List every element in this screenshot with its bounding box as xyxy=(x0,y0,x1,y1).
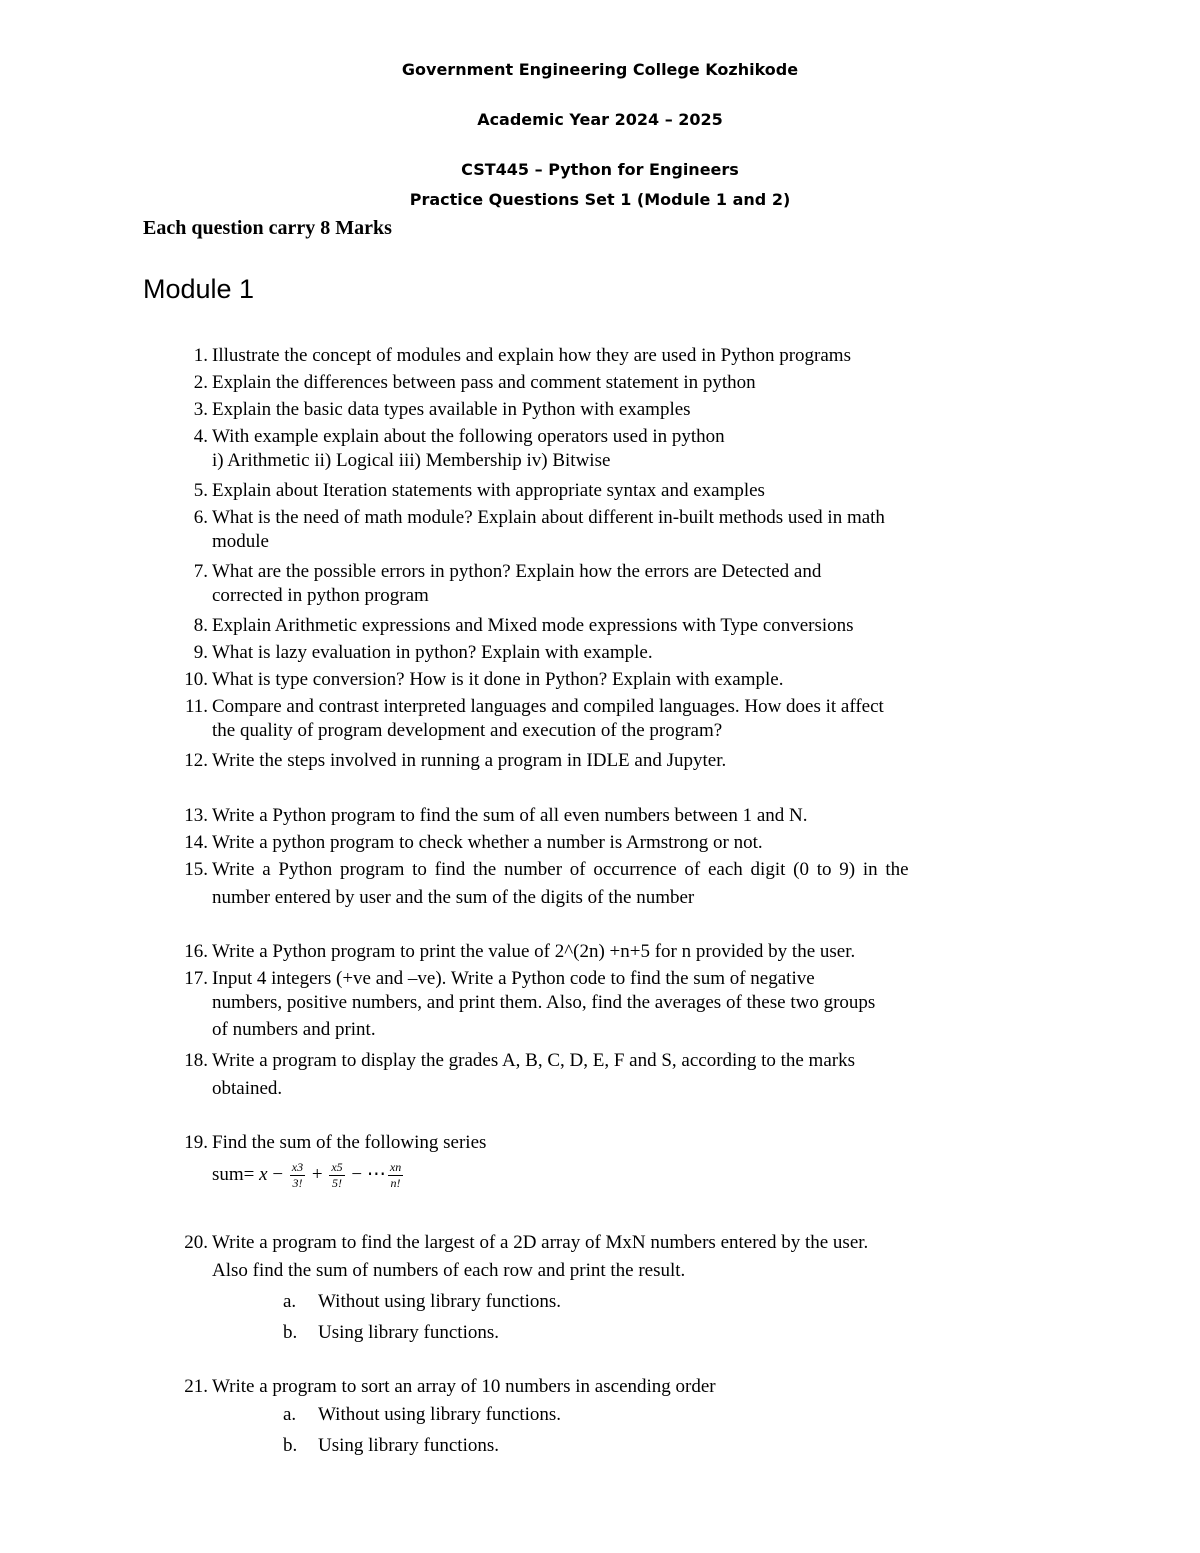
question-text: Explain the basic data types available in Python with examples xyxy=(212,399,691,420)
question-text: With example explain about the following operators used in python xyxy=(212,426,725,447)
academic-year: Academic Year 2024 – 2025 xyxy=(477,110,723,129)
question-number: 7. xyxy=(193,561,208,582)
question-text: Write a program to display the grades A, B, C, D, E, F and S, according to the marks xyxy=(212,1050,855,1071)
question-text: Write a program to sort an array of 10 numbers in ascending order xyxy=(212,1376,716,1397)
frac-numerator: x3 xyxy=(291,1160,304,1174)
sub-text: Without using library functions. xyxy=(318,1404,562,1425)
question-number: 19. xyxy=(184,1132,208,1153)
question-text: Explain Arithmetic expressions and Mixed mode expressions with Type conversions xyxy=(212,615,854,636)
question-number: 21. xyxy=(184,1376,208,1397)
question-text: Illustrate the concept of modules and explain how they are used in Python programs xyxy=(212,345,851,366)
question-continuation: Also find the sum of numbers of each row and print the result. xyxy=(212,1260,686,1281)
course-title: CST445 – Python for Engineers xyxy=(461,160,739,179)
question-continuation: numbers, positive numbers, and print them. Also, find the averages of these two groups xyxy=(212,992,876,1013)
question-text: Find the sum of the following series xyxy=(212,1132,487,1153)
question-number: 5. xyxy=(193,480,208,501)
formula-prefix: sum= xyxy=(212,1163,260,1185)
question-text: What is the need of math module? Explain about different in-built methods used in math xyxy=(212,507,885,528)
sub-label: b. xyxy=(283,1322,298,1343)
question-number: 18. xyxy=(184,1050,208,1071)
question-number: 10. xyxy=(184,669,208,690)
sub-label: a. xyxy=(283,1404,297,1425)
question-continuation: module xyxy=(212,531,269,552)
question-text: Write a program to find the largest of a 2D array of MxN numbers entered by the user. xyxy=(212,1232,869,1253)
formula-ellipsis: − ⋯ xyxy=(346,1163,386,1185)
question-number: 4. xyxy=(193,426,208,447)
question-number: 20. xyxy=(184,1232,208,1253)
question-text: Compare and contrast interpreted languages and compiled languages. How does it affect xyxy=(212,696,884,717)
question-continuation: of numbers and print. xyxy=(212,1019,376,1040)
module-title: Module 1 xyxy=(143,274,255,304)
question-text: What is type conversion? How is it done in Python? Explain with example. xyxy=(212,669,784,690)
question-number: 3. xyxy=(193,399,208,420)
question-number: 13. xyxy=(184,805,208,826)
question-number: 17. xyxy=(184,968,208,989)
question-continuation: corrected in python program xyxy=(212,585,429,606)
series-formula xyxy=(212,1160,405,1191)
question-continuation: the quality of program development and execution of the program? xyxy=(212,720,723,741)
frac-denominator: 5! xyxy=(332,1176,342,1190)
question-text: Write a Python program to find the number of occurrence of each digit (0 to 9) in the xyxy=(212,859,909,880)
frac-denominator: n! xyxy=(390,1176,401,1190)
sub-label: a. xyxy=(283,1291,297,1312)
formula-minus: − xyxy=(267,1163,288,1185)
frac-numerator: x5 xyxy=(331,1160,343,1174)
question-continuation: i) Arithmetic ii) Logical iii) Membership iv) Bitwise xyxy=(212,450,611,471)
question-number: 14. xyxy=(184,832,208,853)
sub-text: Using library functions. xyxy=(318,1322,500,1343)
question-text: What are the possible errors in python? Explain how the errors are Detected and xyxy=(212,561,822,582)
question-text: Write the steps involved in running a program in IDLE and Jupyter. xyxy=(212,750,727,771)
question-number: 9. xyxy=(193,642,208,663)
sub-text: Without using library functions. xyxy=(318,1291,562,1312)
question-continuation: obtained. xyxy=(212,1078,283,1099)
question-number: 16. xyxy=(184,941,208,962)
sub-label: b. xyxy=(283,1435,298,1456)
question-number: 2. xyxy=(193,372,208,393)
question-number: 12. xyxy=(184,750,208,771)
formula-term-x3 xyxy=(290,1160,305,1191)
formula-term-x5 xyxy=(329,1160,344,1191)
question-text: Explain about Iteration statements with appropriate syntax and examples xyxy=(212,480,765,501)
sub-text: Using library functions. xyxy=(318,1435,500,1456)
marks-note: Each question carry 8 Marks xyxy=(143,217,392,239)
question-text: Input 4 integers (+ve and –ve). Write a Python code to find the sum of negative xyxy=(212,968,815,989)
question-number: 15. xyxy=(184,859,208,880)
question-text: What is lazy evaluation in python? Explain with example. xyxy=(212,642,653,663)
college-name: Government Engineering College Kozhikode xyxy=(401,60,799,79)
question-number: 6. xyxy=(193,507,208,528)
formula-term-xn xyxy=(388,1160,403,1191)
formula-plus: + xyxy=(307,1163,328,1185)
question-text: Write a Python program to print the value of 2^(2n) +n+5 for n provided by the user. xyxy=(212,941,856,962)
set-title: Practice Questions Set 1 (Module 1 and 2) xyxy=(409,190,791,209)
frac-denominator: 3! xyxy=(292,1176,303,1190)
question-number: 8. xyxy=(193,615,208,636)
question-text: Explain the differences between pass and comment statement in python xyxy=(212,372,756,393)
question-text: Write a python program to check whether a number is Armstrong or not. xyxy=(212,832,763,853)
frac-numerator: xn xyxy=(389,1160,402,1174)
question-number: 1. xyxy=(193,345,208,366)
formula-x: x xyxy=(259,1163,268,1185)
question-text: Write a Python program to find the sum of all even numbers between 1 and N. xyxy=(212,805,808,826)
question-number: 11. xyxy=(184,696,208,717)
question-continuation: number entered by user and the sum of the digits of the number xyxy=(212,887,695,908)
